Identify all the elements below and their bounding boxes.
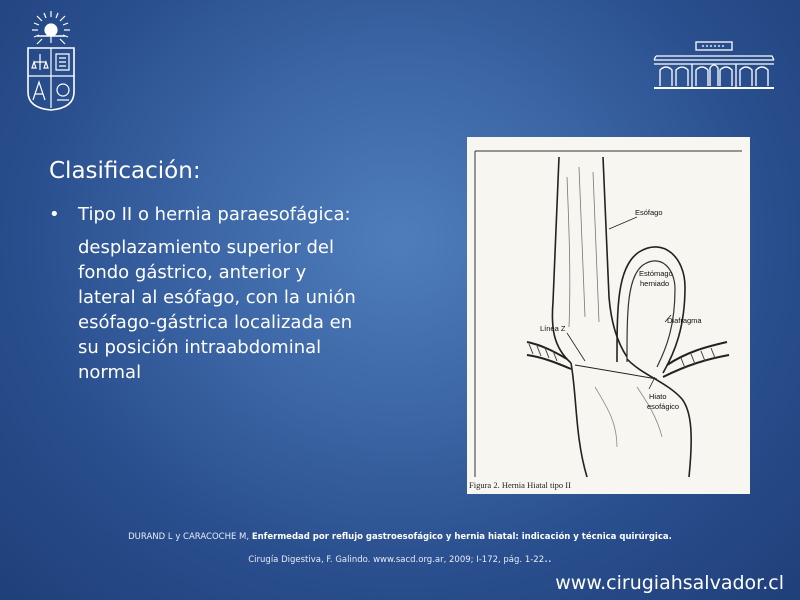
label-estomago: Estómago bbox=[639, 269, 673, 278]
label-esofago: Esófago bbox=[635, 208, 663, 217]
reference-article-title: Enfermedad por reflujo gastroesofágico y hernia hiatal: indicación y técnica quirúrgica. bbox=[251, 532, 672, 542]
hernia-diagram-figure bbox=[467, 137, 750, 494]
hospital-building-logo bbox=[652, 40, 776, 92]
figure-caption: Figura 2. Hernia Hiatal tipo II bbox=[469, 480, 571, 490]
label-esofagico: esofágico bbox=[647, 402, 680, 411]
description-line: lateral al esófago, con la unión bbox=[78, 287, 356, 308]
label-herniado: herniado bbox=[640, 279, 670, 288]
description-line: su posición intraabdominal bbox=[78, 337, 322, 358]
label-linea-z: Línea Z bbox=[540, 324, 566, 333]
slide-title: Clasificación: bbox=[49, 158, 201, 184]
label-diafragma: Diafragma bbox=[667, 316, 702, 325]
label-hiato: Hiato bbox=[649, 392, 667, 401]
reference-source: Cirugía Digestiva, F. Galindo. www.sacd.org.ar, 2009; I-172, pág. 1-22 bbox=[248, 555, 545, 565]
reference-source-end: .. bbox=[544, 551, 552, 565]
stomach-shape bbox=[571, 363, 587, 477]
hernia-diagram bbox=[467, 137, 750, 494]
university-emblem-logo bbox=[24, 10, 78, 112]
reference-authors: DURAND L y CARACOCHE M, bbox=[128, 532, 250, 542]
description-line: fondo gástrico, anterior y bbox=[78, 262, 307, 283]
description-line: normal bbox=[78, 362, 142, 383]
description-line: desplazamiento superior del bbox=[78, 237, 334, 258]
reference-citation bbox=[0, 531, 800, 543]
website-url: www.cirugiahsalvador.cl bbox=[555, 572, 784, 594]
description-line: esófago-gástrica localizada en bbox=[78, 312, 353, 333]
description-text bbox=[78, 235, 408, 385]
reference-source-line bbox=[0, 552, 800, 566]
bullet-heading: Tipo II o hernia paraesofágica: bbox=[78, 204, 351, 225]
bullet-dot: • bbox=[49, 204, 60, 225]
